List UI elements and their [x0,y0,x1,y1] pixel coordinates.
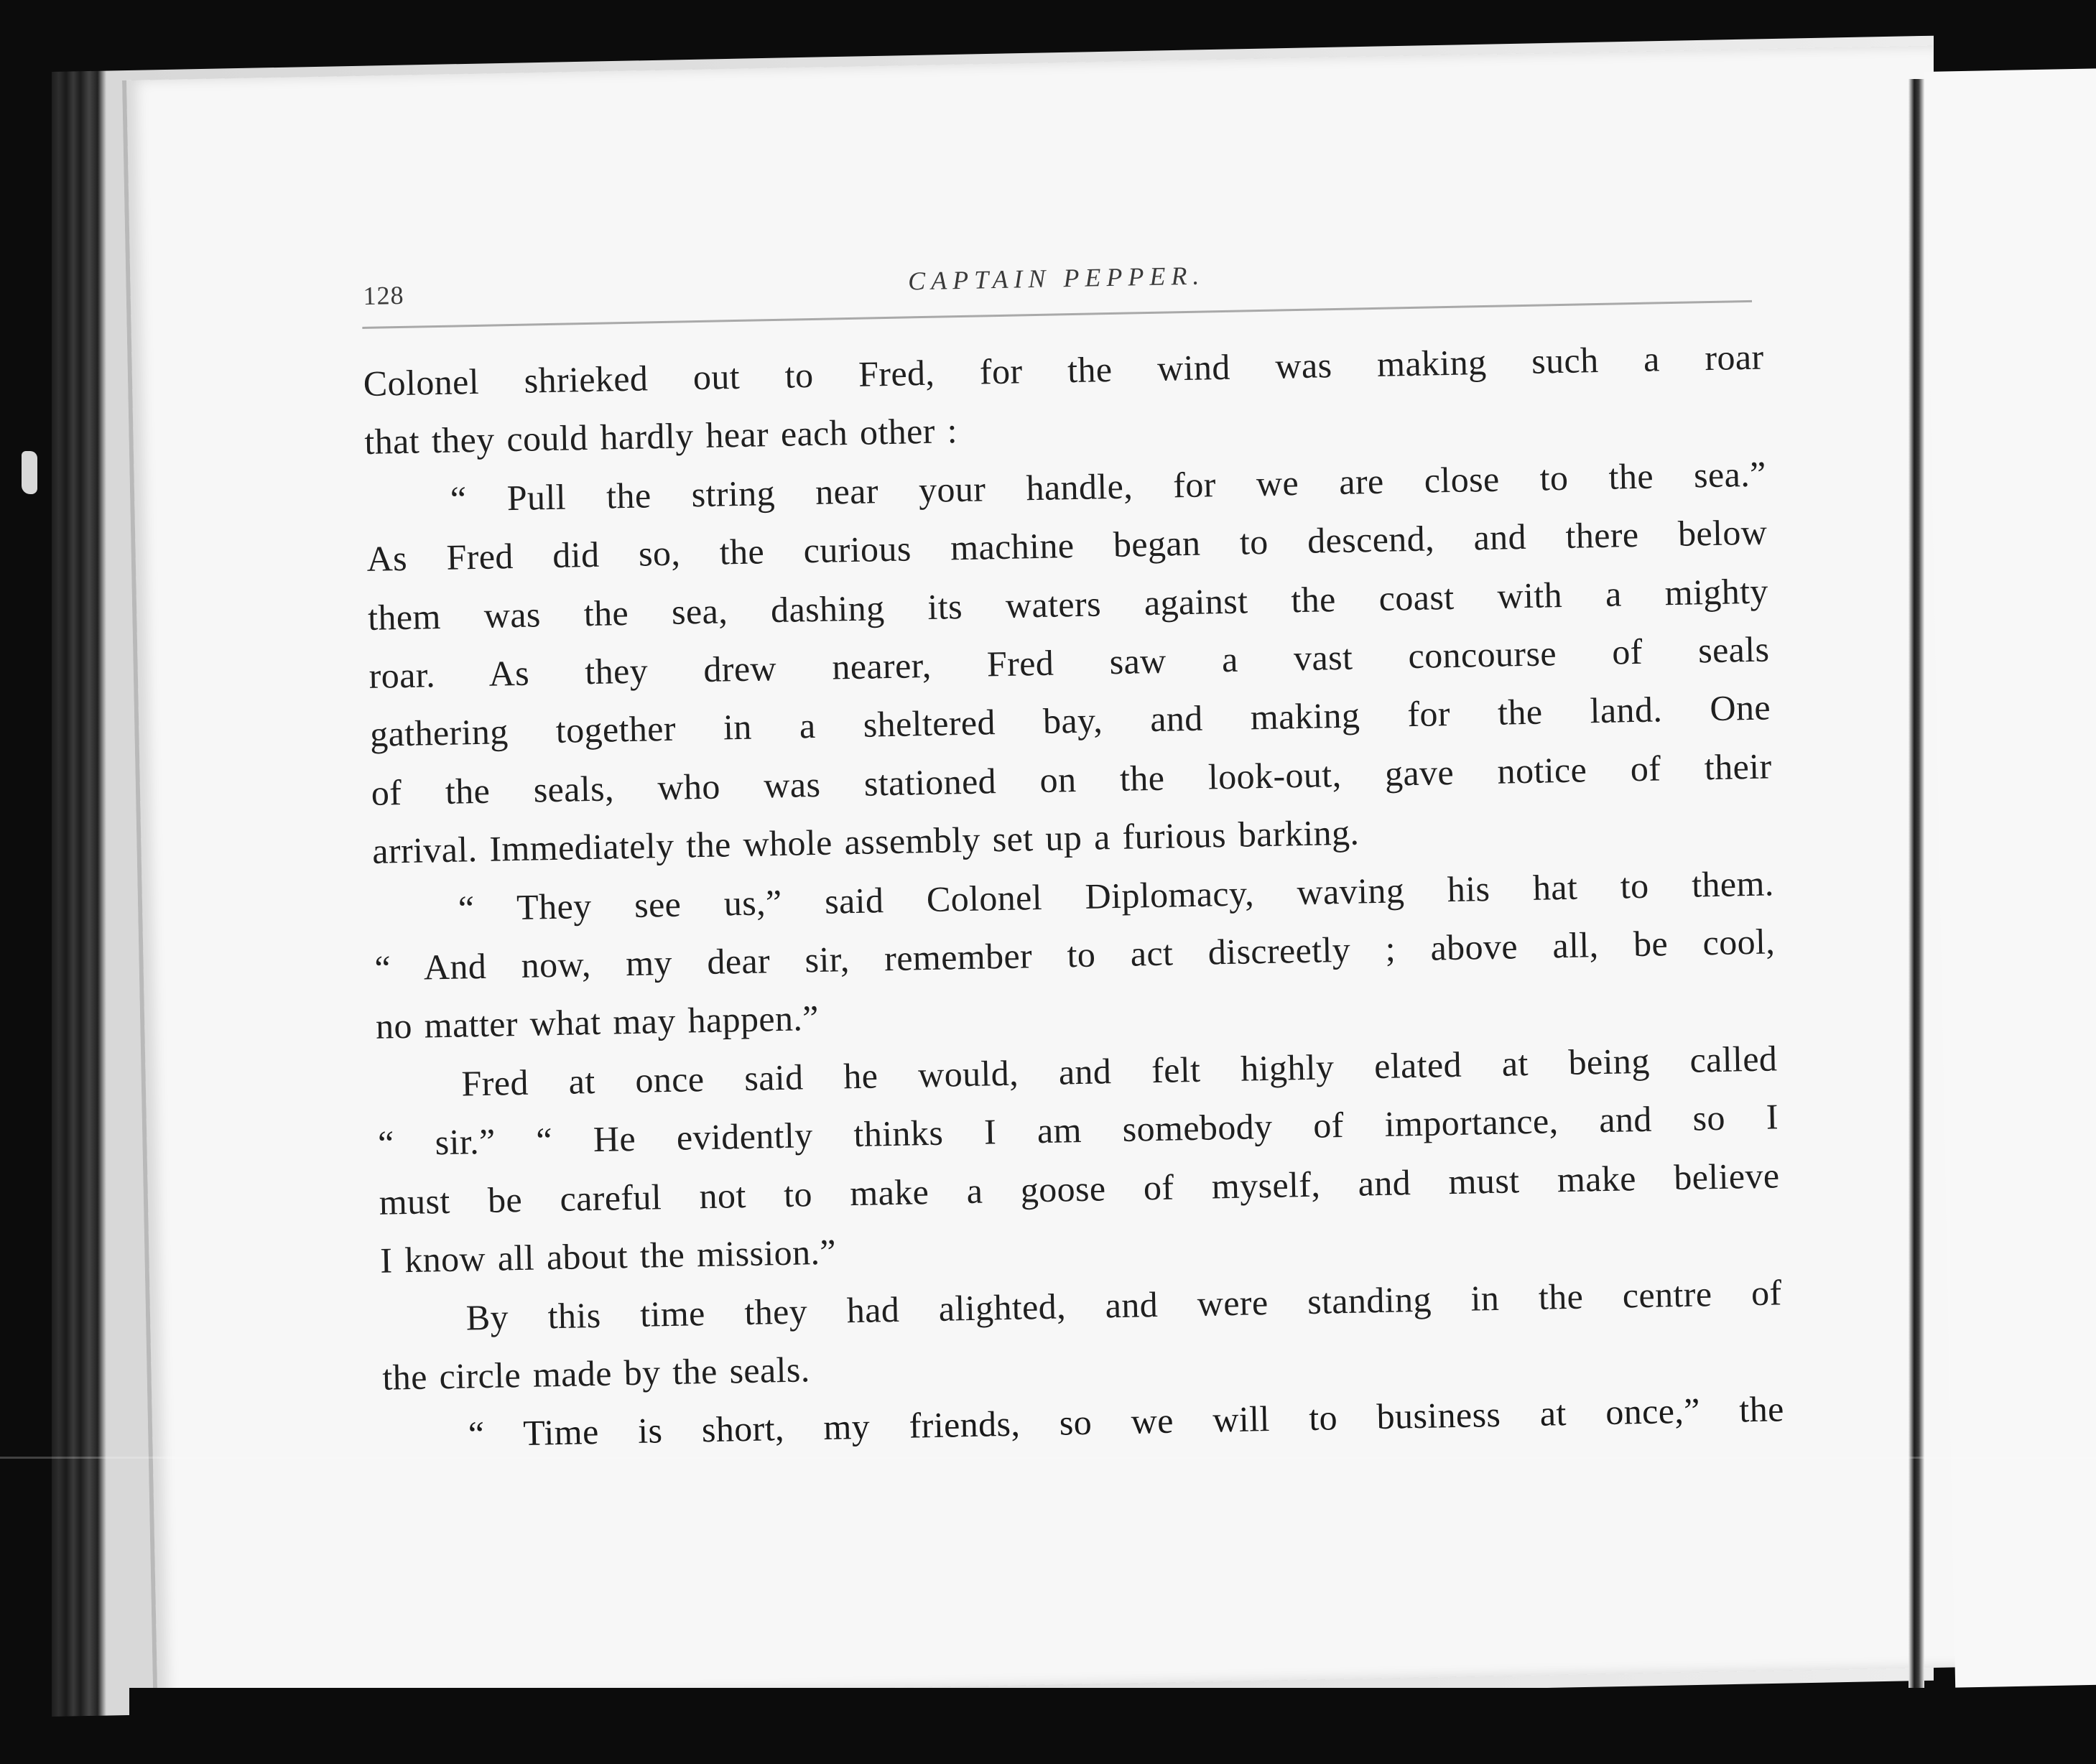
text-line: “ sir.” “ He evidently thinks I am somebody of importance, and so I [377,1096,1779,1164]
text-line: “ Pull the string near your handle, for we are close to the sea.” [450,453,1767,519]
text-line: them was the sea, dashing its waters against the coast with a mighty [367,570,1769,638]
page-number: 128 [363,280,404,310]
text-line: roar. As they drew nearer, Fred saw a vast concourse of seals [368,628,1770,696]
text-line: Colonel shrieked out to Fred, for the wind was making such a roar [363,336,1765,404]
text-line: must be careful not to make a goose of myself, and must make believe [379,1155,1780,1222]
text-line: As Fred did so, the curious machine began to descend, and there below [366,511,1768,580]
text-line: “ And now, my dear sir, remember to act discreetly ; above all, be cool, [374,921,1776,988]
scan-background [129,1688,2096,1764]
text-line: “ Time is short, my friends, so we will to business at once,” the [468,1388,1785,1454]
text-line: Fred at once said he would, and felt highly elated at being called [461,1038,1778,1104]
body-text [363,328,1784,1466]
page-text-block [361,250,1785,1498]
page-gutter [1909,79,1924,1688]
text-line: that they could hardly hear each other : [363,410,958,463]
text-line: By this time they had alighted, and were standing in the centre of [465,1271,1783,1337]
text-line: gathering together in a sheltered bay, and making for the land. One [369,687,1771,755]
text-line: “ They see us,” said Colonel Diplomacy, waving his hat to them. [458,863,1775,929]
facing-page-edge [1924,68,2096,1687]
scan-speck [22,451,37,494]
text-line: of the seals, who was stationed on the look-out, gave notice of their [371,746,1772,813]
running-head-title: CAPTAIN PEPPER. [907,261,1205,296]
text-line: the circle made by the seals. [381,1349,811,1398]
text-line: arrival. Immediately the whole assembly set up a furious barking. [371,812,1360,872]
text-line: I know all about the mission.” [379,1231,837,1281]
text-line: no matter what may happen.” [375,998,820,1047]
